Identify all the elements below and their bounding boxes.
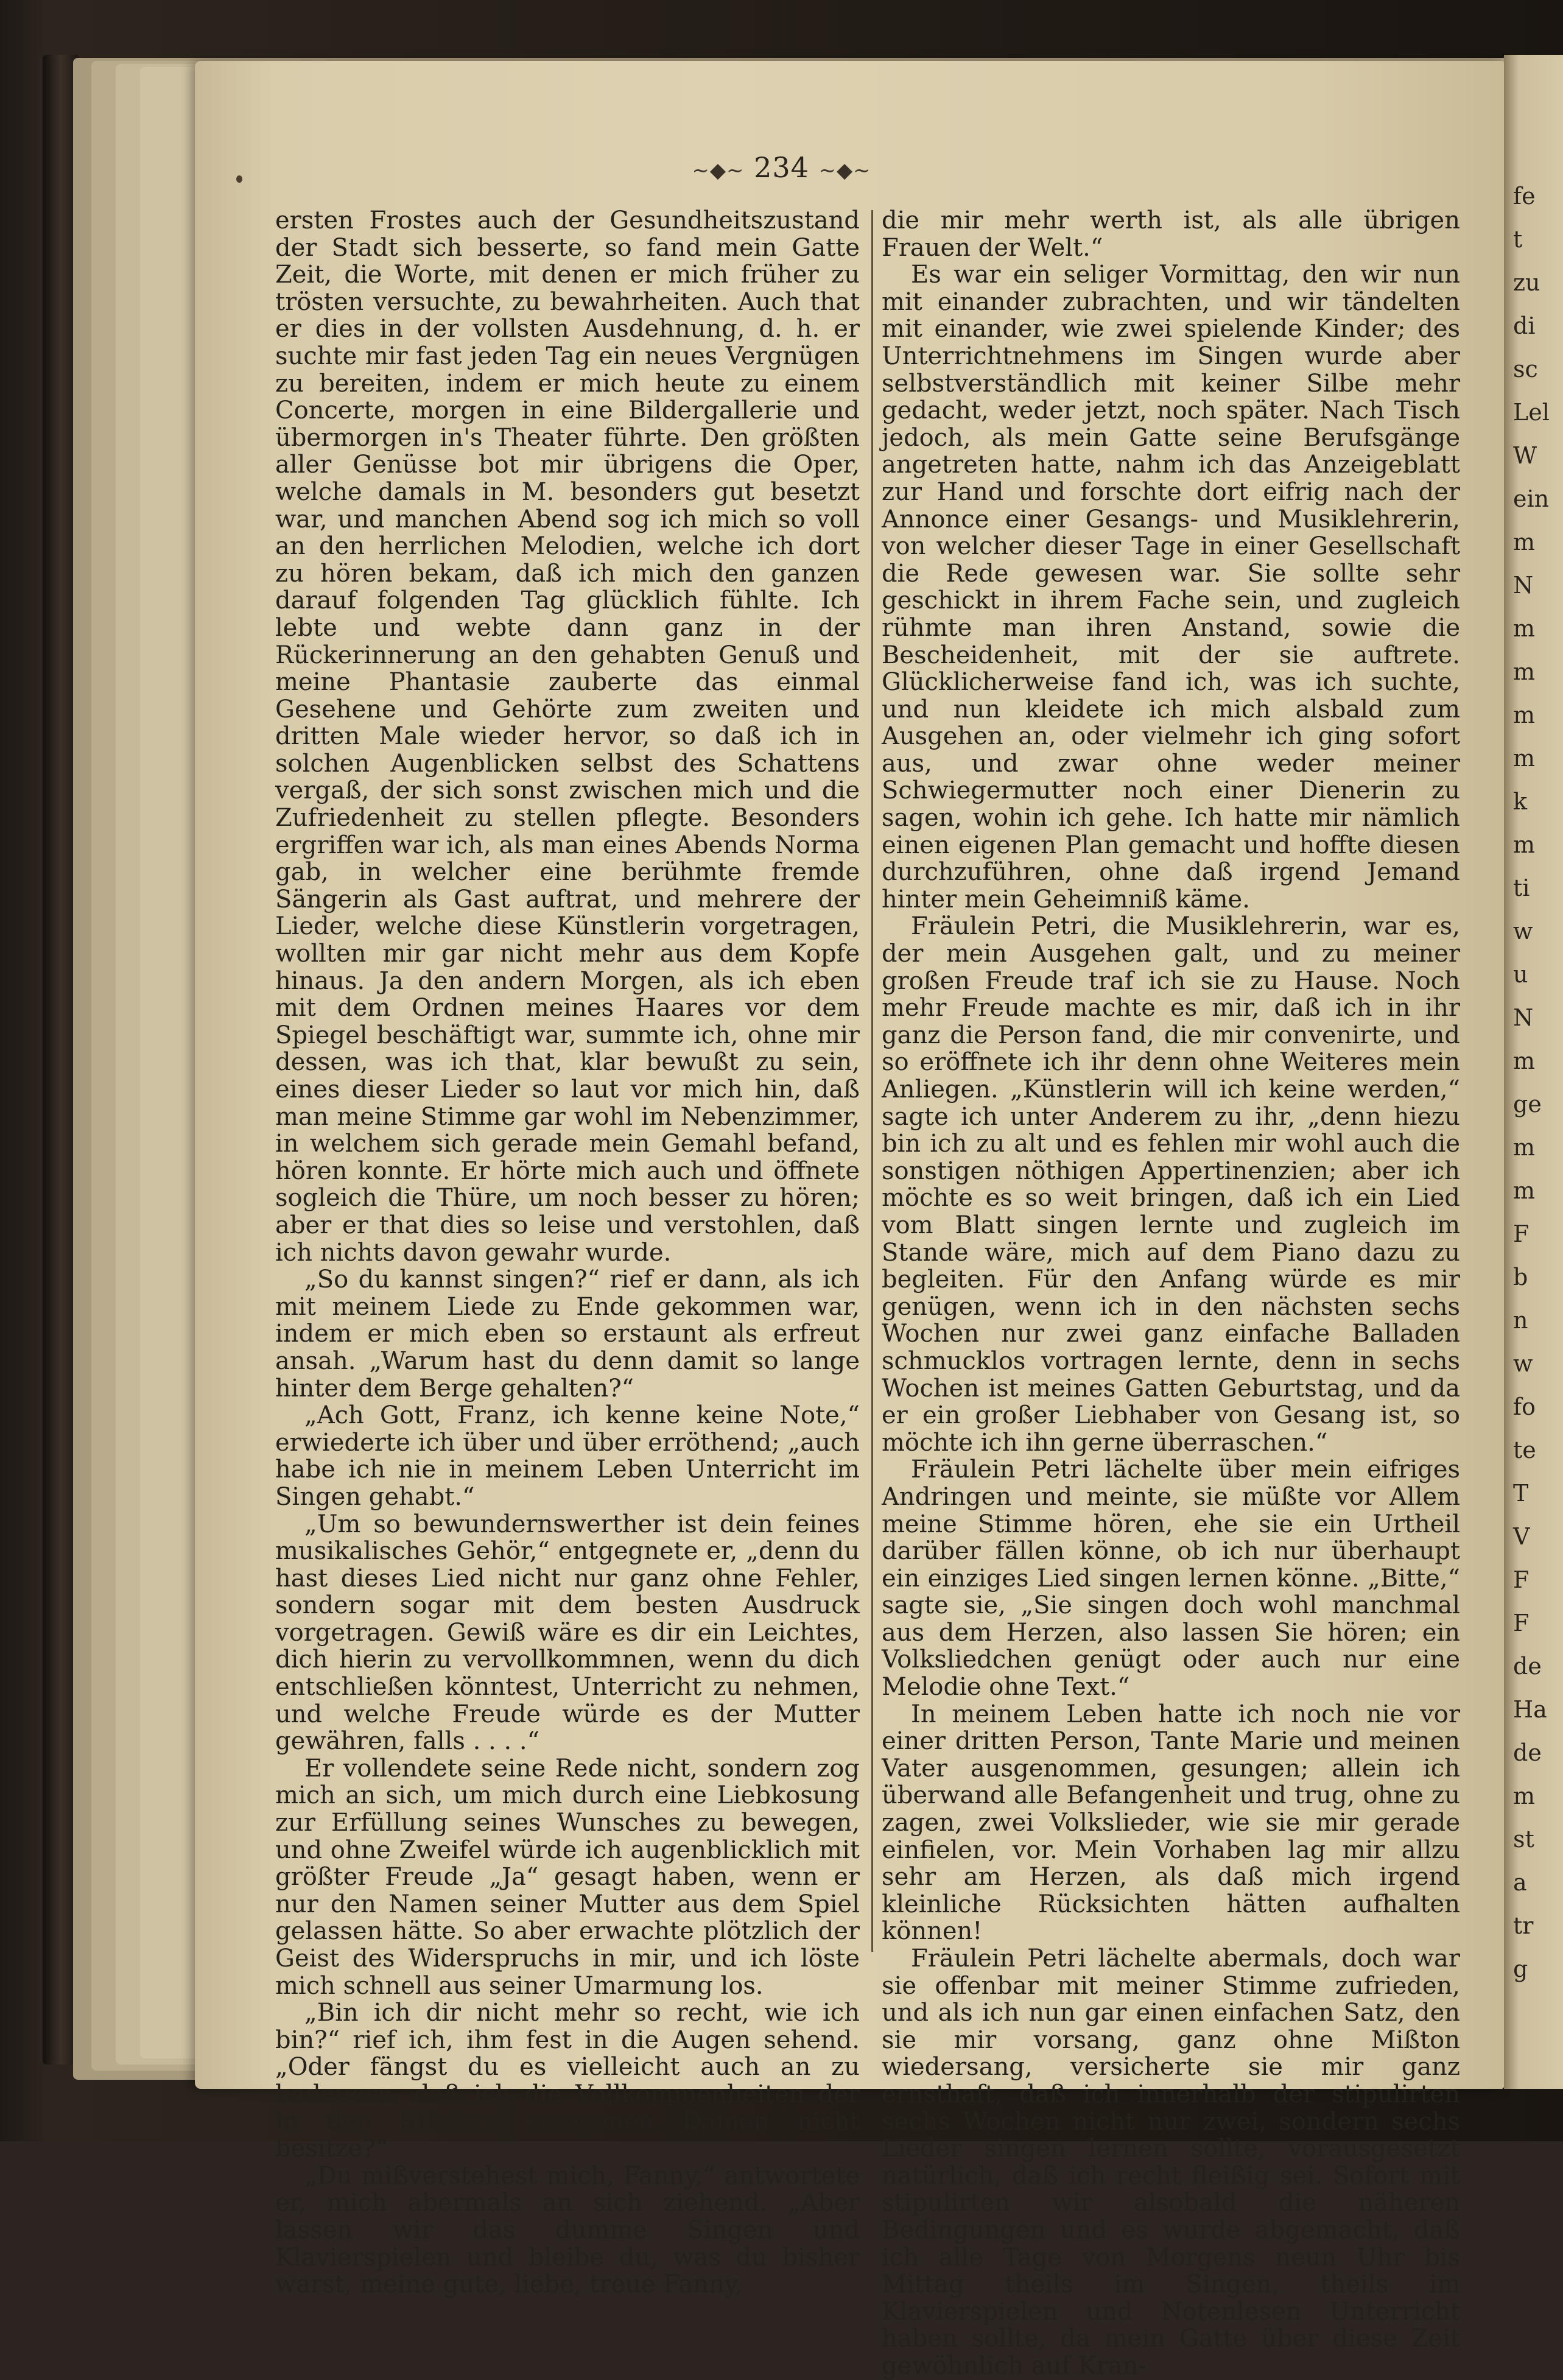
facing-page-fragment: g <box>1513 1956 1528 1982</box>
facing-page-fragment: w <box>1513 918 1533 945</box>
facing-page-fragment: Lel <box>1513 399 1550 426</box>
paragraph: „So du kannst singen?“ rief er dann, als ich mit meinem Liede zu Ende gekommen war, indem er mich eben so erstaunt als erfreut ansah. „Warum hast du denn damit so lange hinter dem Berge gehalten?“ <box>275 1266 860 1403</box>
facing-page-fragment: N <box>1513 572 1534 599</box>
facing-page-fragment: m <box>1513 745 1536 772</box>
facing-page-fragment: de <box>1513 1653 1542 1680</box>
facing-page-fragment: zu <box>1513 269 1540 296</box>
facing-page-fragment: m <box>1513 615 1536 642</box>
facing-page-fragment: te <box>1513 1437 1536 1463</box>
paragraph: In meinem Leben hatte ich noch nie vor einer dritten Person, Tante Marie und meinen Vater ausgenommen, gesungen; allein ich überwand alle Befangenheit und trug, ohne zu zagen, zwei Volkslieder, wie sie mir gerade einfielen, vor. Mein Vorhaben lag mir allzu sehr am Herzen, als daß mich irgend kleinliche Rücksichten hätten aufhalten können! <box>882 1700 1460 1946</box>
facing-page-fragment: ti <box>1513 875 1530 901</box>
facing-page-fragment: t <box>1513 226 1523 253</box>
page-number: 234 <box>754 151 809 184</box>
ornament-right-icon: ~◆~ <box>818 158 871 183</box>
facing-page-fragment: di <box>1513 312 1536 339</box>
facing-page-fragment: T <box>1513 1480 1529 1507</box>
facing-page-fragment: m <box>1513 1134 1536 1161</box>
facing-page-fragment: m <box>1513 658 1536 685</box>
page-header <box>0 151 1563 184</box>
facing-page-fragment: N <box>1513 1004 1534 1031</box>
facing-page-fragment: m <box>1513 529 1536 555</box>
facing-page-fragment: de <box>1513 1739 1542 1766</box>
facing-page-fragment: fo <box>1513 1393 1536 1420</box>
facing-page-fragment: m <box>1513 831 1536 858</box>
facing-page-fragment: V <box>1513 1523 1530 1550</box>
facing-page-fragment: ein <box>1513 485 1550 512</box>
facing-page-fragment: a <box>1513 1869 1527 1896</box>
column-divider <box>871 210 873 1952</box>
facing-page-fragment: b <box>1513 1264 1528 1290</box>
facing-page-fragment: m <box>1513 1047 1536 1074</box>
facing-page-fragment: u <box>1513 961 1528 988</box>
paragraph: Fräulein Petri lächelte über mein eifriges Andringen und meinte, sie müßte vor Allem meine Stimme hören, ehe sie ein Urtheil darüber fällen könne, ob ich nur überhaupt ein einziges Lied singen lernen könne. „Bitte,“ sagte sie, „Sie singen doch wohl manchmal aus dem Herzen, also lassen Sie hören; ein Volksliedchen genügt oder auch nur eine Melodie ohne Text.“ <box>882 1456 1460 1702</box>
facing-page-fragment: sc <box>1513 356 1538 382</box>
paragraph: Fräulein Petri lächelte abermals, doch war sie offenbar mit meiner Stimme zufrieden, und als ich nun gar einen einfachen Satz, den sie mir vorsang, ganz ohne Mißton wiedersang, versicherte sie mir ganz ernsthaft, daß ich innerhalb der stipulirten sechs Wochen nicht nur zwei, sondern sechs Lieder singen lernen sollte, vorausgesetzt natürlich, daß ich recht fleißig sei. Sofort mit stipulirten wir alsobald die näheren Bedingungen und es wurde abgemacht, daß ich alle Tage von Morgens neun Uhr bis Mittag theils im Singen, theils im Klavierspielen und Notenlesen Unterricht haben sollte, da mein Gatte über diese Zeit gewöhnlich auf Kran- <box>882 1945 1460 2380</box>
facing-page-fragment: k <box>1513 788 1528 815</box>
paragraph: Fräulein Petri, die Musiklehrerin, war es, der mein Ausgehen galt, und zu meiner großen Freude traf ich sie zu Hause. Noch mehr Freude machte es mir, daß ich in ihr ganz die Person fand, die mir convenirte, und so eröffnete ich ihr denn ohne Weiteres mein Anliegen. „Künstlerin will ich keine werden,“ sagte ich unter Anderem zu ihr, „denn hiezu bin ich zu alt und es fehlen mir wohl auch die sonstigen nöthigen Appertinenzien; aber ich möchte es so weit bringen, daß ich ein Lied vom Blatt singen lernte und zugleich im Stande wäre, mich auf dem Piano dazu zu begleiten. Für den Anfang würde es mir genügen, wenn ich in den nächsten sechs Wochen nur zwei ganz einfache Balladen schmucklos vortragen lernte, denn in sechs Wochen ist meines Gatten Geburtstag, und da er ein großer Liebhaber von Gesang ist, so möchte ich ihn gerne überraschen.“ <box>882 912 1460 1457</box>
paragraph: die mir mehr werth ist, als alle übrigen Frauen der Welt.“ <box>882 206 1460 262</box>
facing-page-fragment: fe <box>1513 183 1536 209</box>
facing-page-fragment: tr <box>1513 1912 1534 1939</box>
paragraph: ersten Frostes auch der Gesundheitszustand der Stadt sich besserte, so fand mein Gatte Zeit, die Worte, mit denen er mich früher zu trösten versuchte, zu bewahrheiten. Auch that er dies in der vollsten Ausdehnung, d. h. er suchte mir fast jeden Tag ein neues Vergnügen zu bereiten, indem er mich heute zu einem Concerte, morgen in eine Bildergallerie und übermorgen in's Theater führte. Den größten aller Genüsse bot mir übrigens die Oper, welche damals in M. besonders gut besetzt war, und manchen Abend sog ich mich so voll an den herrlichen Melodien, welche ich dort zu hören bekam, daß ich mich den ganzen darauf folgenden Tag glücklich fühlte. Ich lebte und webte dann ganz in der Rückerinnerung an den gehabten Genuß und meine Phantasie zauberte das einmal Gesehene und Gehörte zum zweiten und dritten Male wieder hervor, so daß ich in solchen Augenblicken selbst des Schattens vergaß, der sich sonst zwischen mich und die Zufriedenheit zu stellen pflegte. Besonders ergriffen war ich, als man eines Abends Norma gab, in welcher eine berühmte fremde Sängerin als Gast auftrat, und mehrere der Lieder, welche diese Künstlerin vorgetragen, wollten mir gar nicht mehr aus dem Kopfe hinaus. Ja den andern Morgen, als ich eben mit dem Ordnen meines Haares vor dem Spiegel beschäftigt war, summte ich, ohne mir dessen, was ich that, klar bewußt zu sein, eines dieser Lieder so laut vor mich hin, daß man meine Stimme gar wohl im Nebenzimmer, in welchem sich gerade mein Gemahl befand, hören konnte. Er hörte mich auch und öffnete sogleich die Thüre, um noch besser zu hören; aber er that dies so leise und verstohlen, daß ich nichts davon gewahr wurde. <box>275 206 860 1267</box>
left-text-column <box>275 207 860 2298</box>
paragraph: Es war ein seliger Vormittag, den wir nun mit einander zubrachten, und wir tändelten mit einander, wie zwei spielende Kinder; des Unterrichtnehmens im Singen wurde aber selbstverständlich mit keiner Silbe mehr gedacht, weder jetzt, noch später. Nach Tisch jedoch, als mein Gatte seine Berufsgänge angetreten hatte, nahm ich das Anzeigeblatt zur Hand und forschte dort eifrig nach der Annonce einer Gesangs- und Musiklehrerin, von welcher dieser Tage in einer Gesellschaft die Rede gewesen war. Sie sollte sehr geschickt in ihrem Fache sein, und zugleich rühmte man ihren Anstand, sowie die Bescheidenheit, mit der sie auftrete. Glücklicherweise fand ich, was ich suchte, und nun kleidete ich mich alsbald zum Ausgehen an, oder vielmehr ich ging sofort aus, und zwar ohne weder meiner Schwiegermutter noch einer Dienerin zu sagen, wohin ich gehe. Ich hatte mir nämlich einen eigenen Plan gemacht und hoffte diesen durchzuführen, ohne daß irgend Jemand hinter mein Geheimniß käme. <box>882 261 1460 914</box>
paragraph: „Ach Gott, Franz, ich kenne keine Note,“ erwiederte ich über und über erröthend; „auch habe ich nie in meinem Leben Unterricht im Singen gehabt.“ <box>275 1401 860 1511</box>
facing-page-fragment: ge <box>1513 1091 1542 1118</box>
facing-page-fragment: Ha <box>1513 1696 1547 1723</box>
facing-page-fragment: m <box>1513 702 1536 728</box>
paragraph: „Bin ich dir nicht mehr so recht, wie ich bin?“ rief ich, ihm fest in die Augen sehend. „Oder fängst du es vielleicht auch an zu bedauern, daß ich die Vollkommenheiten der in den Städten erzogenen Damen nicht besitze?“ <box>275 1999 860 2163</box>
facing-page-fragment: m <box>1513 1177 1536 1204</box>
facing-page-fragment: w <box>1513 1350 1533 1377</box>
facing-page-fragment: W <box>1513 442 1537 469</box>
facing-page-fragment: n <box>1513 1307 1528 1334</box>
facing-page-fragment: st <box>1513 1826 1534 1853</box>
ornament-left-icon: ~◆~ <box>692 158 745 183</box>
paragraph: „Du mißverstehest mich, Fanny,“ antwortete er, mich abermals an sich ziehend. „Aber lassen wir das dumme Singen und Klavierspielen und bleibe du, was du bisher warst, meine gute, liebe, treue Fanny, <box>275 2161 860 2299</box>
paragraph: „Um so bewundernswerther ist dein feines musikalisches Gehör,“ entgegnete er, „denn du hast dieses Lied nicht nur ganz ohne Fehler, sondern sogar mit dem besten Ausdruck vorgetragen. Gewiß wäre es dir ein Leichtes, dich hierin zu vervollkommnen, wenn du dich entschließen könntest, Unterricht zu nehmen, und welche Freude würde es der Mutter gewähren, falls . . . .“ <box>275 1510 860 1756</box>
paragraph: Er vollendete seine Rede nicht, sondern zog mich an sich, um mich durch eine Liebkosung zur Erfüllung seines Wunsches zu bewegen, und ohne Zweifel würde ich augenblicklich mit größter Freude „Ja“ gesagt haben, wenn er nur den Namen seiner Mutter aus dem Spiel gelassen hätte. So aber erwachte plötzlich der Geist des Widerspruchs in mir, und ich löste mich schnell aus seiner Umarmung los. <box>275 1754 860 2000</box>
facing-page-fragment: F <box>1513 1220 1530 1247</box>
right-text-column <box>882 207 1460 2380</box>
facing-page-fragment: m <box>1513 1783 1536 1809</box>
facing-page-fragment: F <box>1513 1566 1530 1593</box>
facing-page-fragment: F <box>1513 1610 1530 1636</box>
